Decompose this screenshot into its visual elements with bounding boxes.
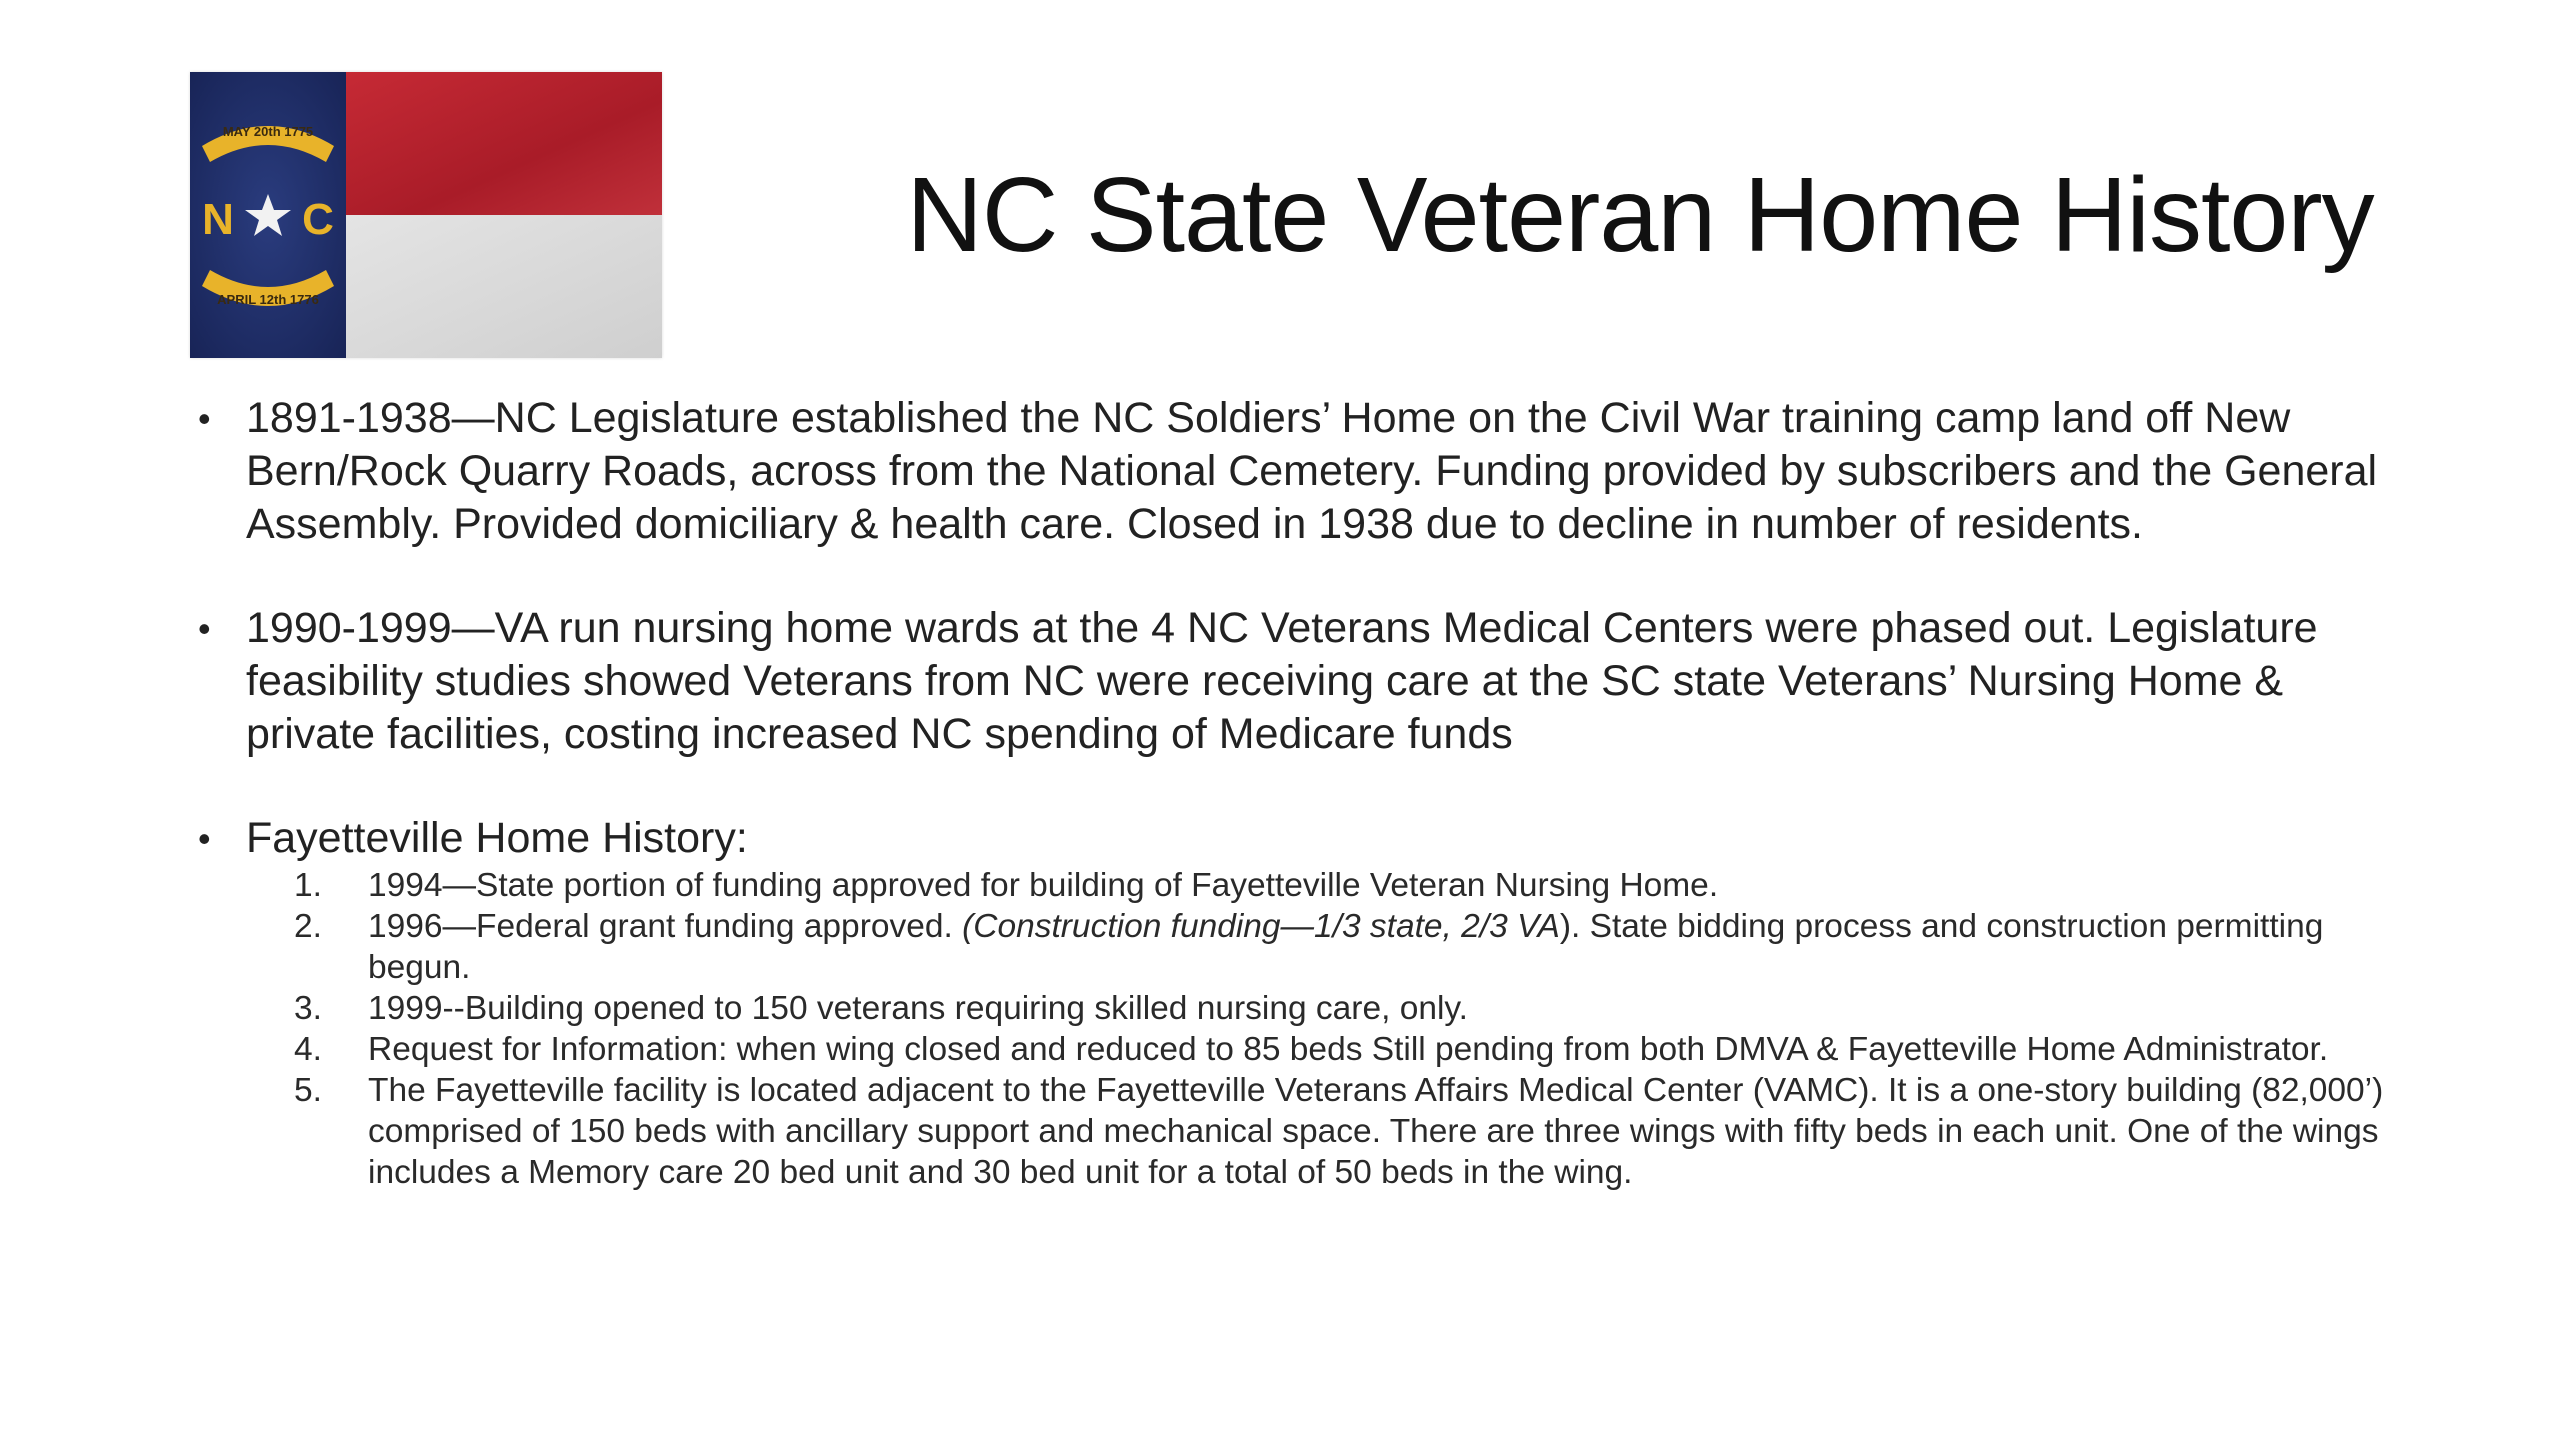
numbered-item [246,906,2420,988]
bullet-dot-icon: • [198,818,211,859]
svg-text:APRIL 12th 1776: APRIL 12th 1776 [217,292,319,307]
numbered-item [246,865,2420,906]
slide-title: NC State Veteran Home History [906,156,2374,274]
bullet-dot-icon: • [198,398,211,439]
bullet-item [190,812,2420,865]
item-number: 3. [294,990,322,1027]
numbered-item [246,1029,2420,1070]
bullet-item [190,392,2420,551]
item-text-italic: (Construction funding—1/3 state, 2/3 VA [962,908,1560,945]
item-number: 1. [294,867,322,904]
item-text: Request for Information: when wing closed and reduced to 85 beds Still pending from both DMVA & Fayetteville Home Administrator. [368,1031,2329,1068]
flag-white-stripe [346,215,662,358]
svg-text:MAY 20th 1775: MAY 20th 1775 [222,124,314,139]
numbered-item [246,1070,2420,1193]
nc-flag-image [190,72,662,358]
item-number: 2. [294,908,322,945]
item-number: 5. [294,1072,322,1109]
item-text: 1999--Building opened to 150 veterans requiring skilled nursing care, only. [368,990,1468,1027]
item-text: The Fayetteville facility is located adjacent to the Fayetteville Veterans Affairs Medical Center (VAMC). It is a one-story building (82,000’) comprised of 150 beds with ancillary support and mechanical space. There are three wings with fifty beds in each unit. One of the wings includes a Memory care 20 bed unit and 30 bed unit for a total of 50 beds in the wing. [368,1072,2384,1191]
item-text-before: 1996—Federal grant funding approved. [368,908,963,945]
bullet-list [190,392,2420,1193]
bullet-text: 1990-1999—VA run nursing home wards at the 4 NC Veterans Medical Centers were phased out. Legislature feasibility studies showed Veterans from NC were receiving care at the SC state Veterans’ Nursing Home & private facilities, costing increased NC spending of Medicare funds [246,604,2318,758]
svg-text:N: N [202,195,234,244]
numbered-sublist [246,865,2420,1193]
numbered-item [246,988,2420,1029]
flag-red-stripe [346,72,662,215]
bullet-dot-icon: • [198,608,211,649]
bullet-text: 1891-1938—NC Legislature established the NC Soldiers’ Home on the Civil War training camp land off New Bern/Rock Quarry Roads, across from the National Cemetery. Funding provided by subscribers and the General Assembly. Provided domiciliary & health care. Closed in 1938 due to decline in number of residents. [246,394,2378,548]
item-text: 1994—State portion of funding approved for building of Fayetteville Veteran Nursing Home. [368,867,1719,904]
item-number: 4. [294,1031,322,1068]
item-text-after: ). State bidding process and construction permitting begun. [368,908,2324,986]
svg-text:C: C [302,195,334,244]
bullet-text: Fayetteville Home History: [246,814,748,862]
bullet-item [190,602,2420,761]
